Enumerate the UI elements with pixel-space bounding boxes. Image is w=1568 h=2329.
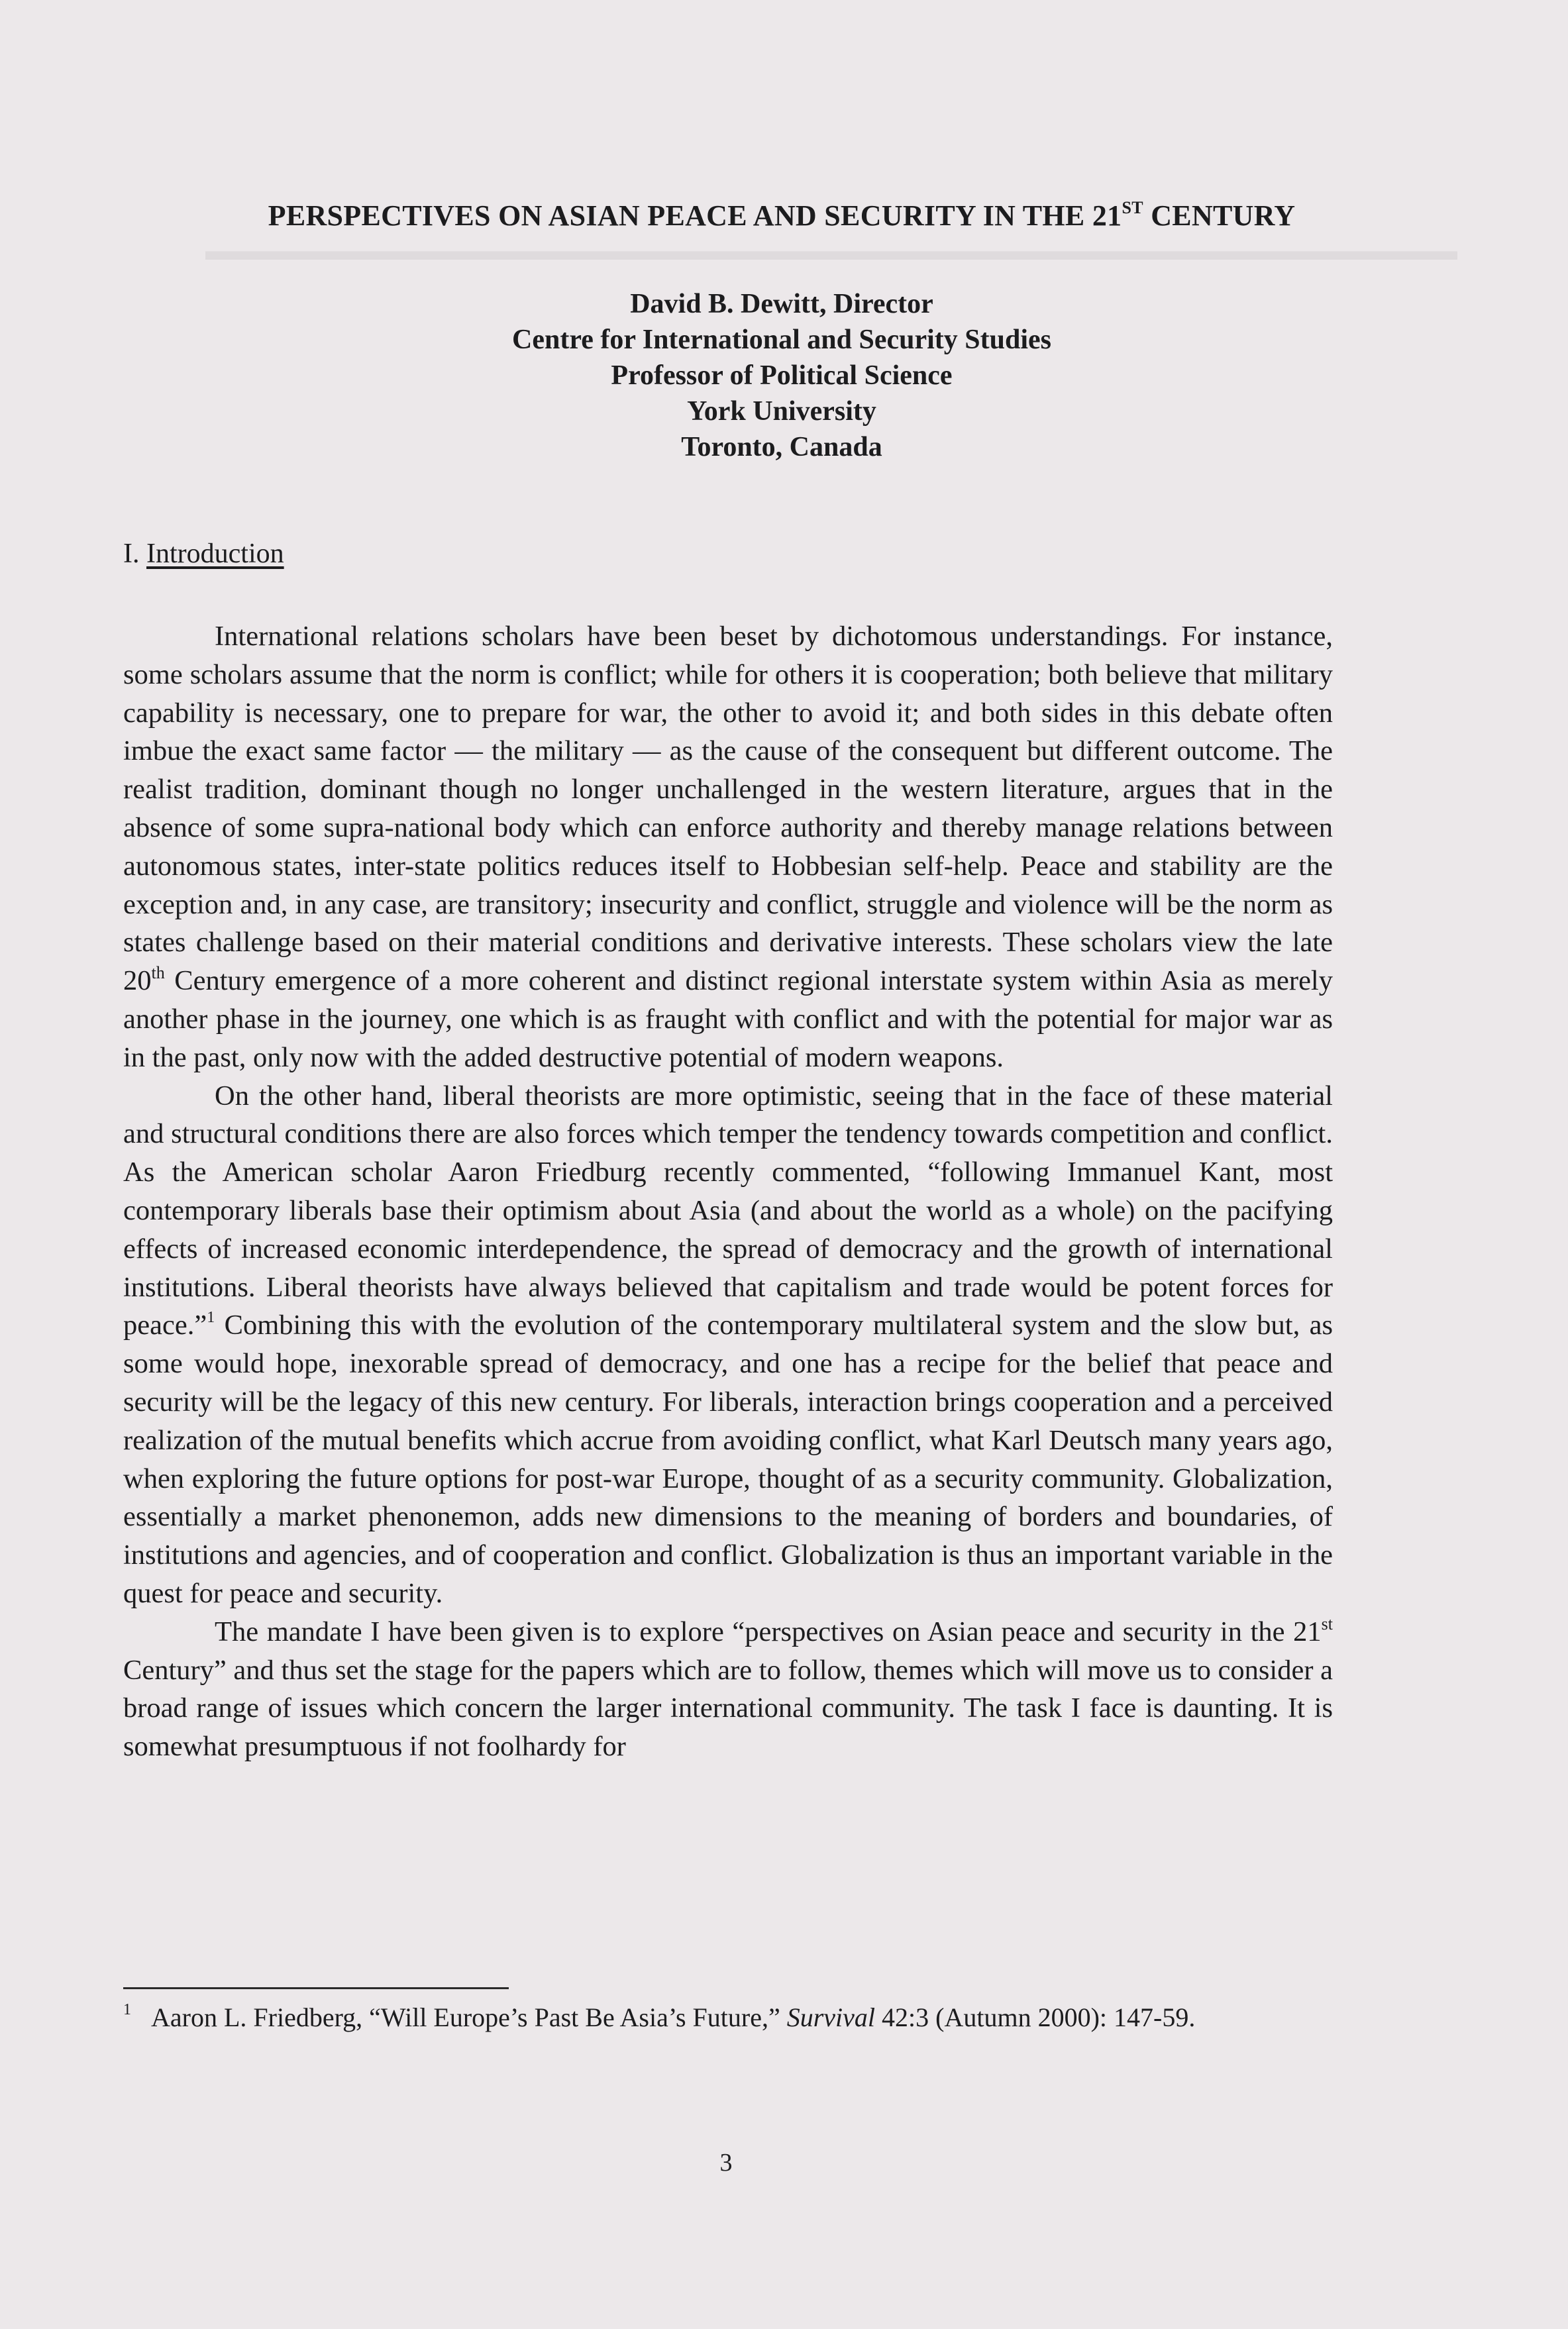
page-number: 3 — [719, 2149, 733, 2177]
title-suffix: CENTURY — [1151, 199, 1296, 232]
author-position: Professor of Political Science — [611, 360, 953, 391]
body-text — [123, 617, 1333, 1766]
title-text: PERSPECTIVES ON ASIAN PEACE AND SECURITY IN THE 21 — [268, 199, 1122, 232]
author-name: David B. Dewitt, Director — [630, 289, 933, 319]
author-institution: York University — [687, 396, 876, 427]
paragraph: International relations scholars have been beset by dichotomous understandings. For instance, some scholars assume that the norm is conflict; while for others it is cooperation; both believe that military capability is necessary, one to prepare for war, the other to avoid it; and both sides in this debate often imbue the exact same factor — the military — as the cause of the consequent but different outcome. The realist tradition, dominant though no longer unchallenged in the western literature, argues that in the absence of some supra-national body which can enforce authority and thereby manage relations between autonomous states, inter-state politics reduces itself to Hobbesian self-help. Peace and stability are the exception and, in any case, are transitory; insecurity and conflict, struggle and violence will be the norm as states challenge based on their material conditions and derivative interests. These scholars view the late 20th Century emergence of a more coherent and distinct regional interstate system within Asia as merely another phase in the journey, one which is as fraught with conflict and with the potential for major war as in the past, only now with the added destructive potential of modern weapons. — [123, 621, 1333, 1073]
section-title: Introduction — [146, 539, 284, 569]
author-block — [371, 286, 1192, 465]
author-location: Toronto, Canada — [681, 432, 882, 462]
footnote-reference[interactable]: 1 — [207, 1309, 215, 1327]
paragraph: The mandate I have been given is to explore “perspectives on Asian peace and security in the 21st Century” and thus set the stage for the papers which are to follow, themes which will move us to consider a broad range of issues which concern the larger international community. The task I face is daunting. It is somewhat presumptuous if not foolhardy for — [123, 1614, 1333, 1763]
author-affiliation: Centre for International and Security Studies — [512, 325, 1051, 355]
show-through-texture: ▬▬▬▬▬▬▬▬▬▬▬▬▬▬▬▬▬▬▬▬▬▬▬▬▬▬▬▬▬▬▬▬▬▬▬▬▬▬▬▬▬▬▬▬▬ — [205, 236, 1457, 266]
footnote-journal: Survival — [786, 2002, 876, 2032]
footnote-divider — [123, 1987, 509, 1989]
section-number: I. — [123, 539, 140, 569]
paragraph: On the other hand, liberal theorists are more optimistic, seeing that in the face of these material and structural conditions there are also forces which temper the tendency towards competition and conflict. As the American scholar Aaron Friedburg recently commented, “following Immanuel Kant, most contemporary liberals base their optimism about Asia (and about the world as a whole) on the pacifying effects of increased economic interdependence, the spread of democracy and the growth of international institutions. Liberal theorists have always believed that capitalism and trade would be potent forces for peace.”$^1$ Combining this with the evolution of the contemporary multilateral system and the slow but, as some would hope, inexorable spread of democracy, and one has a recipe for the belief that peace and security will be the legacy of this new century. For liberals, interaction brings cooperation and a perceived realization of the mutual benefits which accrue from avoiding conflict, what Karl Deutsch many years ago, when exploring the future options for post-war Europe, thought of as a security community. Globalization, essentially a market phenonemon, adds new dimensions to the meaning of borders and boundaries, of institutions and agencies, and of cooperation and conflict. Globalization is thus an important variable in the quest for peace and security. — [123, 1080, 1333, 1609]
section-heading — [123, 538, 284, 570]
paper-title — [106, 199, 1457, 233]
footnote-number: 1 — [123, 2001, 131, 2018]
footnote: $^1$ Aaron L. Friedberg, “Will Europe’s Past Be Asia’s Future,” Survival 42:3 (Autumn 2000): 147-59. — [123, 2001, 1196, 2032]
title-superscript: ST — [1122, 198, 1143, 217]
